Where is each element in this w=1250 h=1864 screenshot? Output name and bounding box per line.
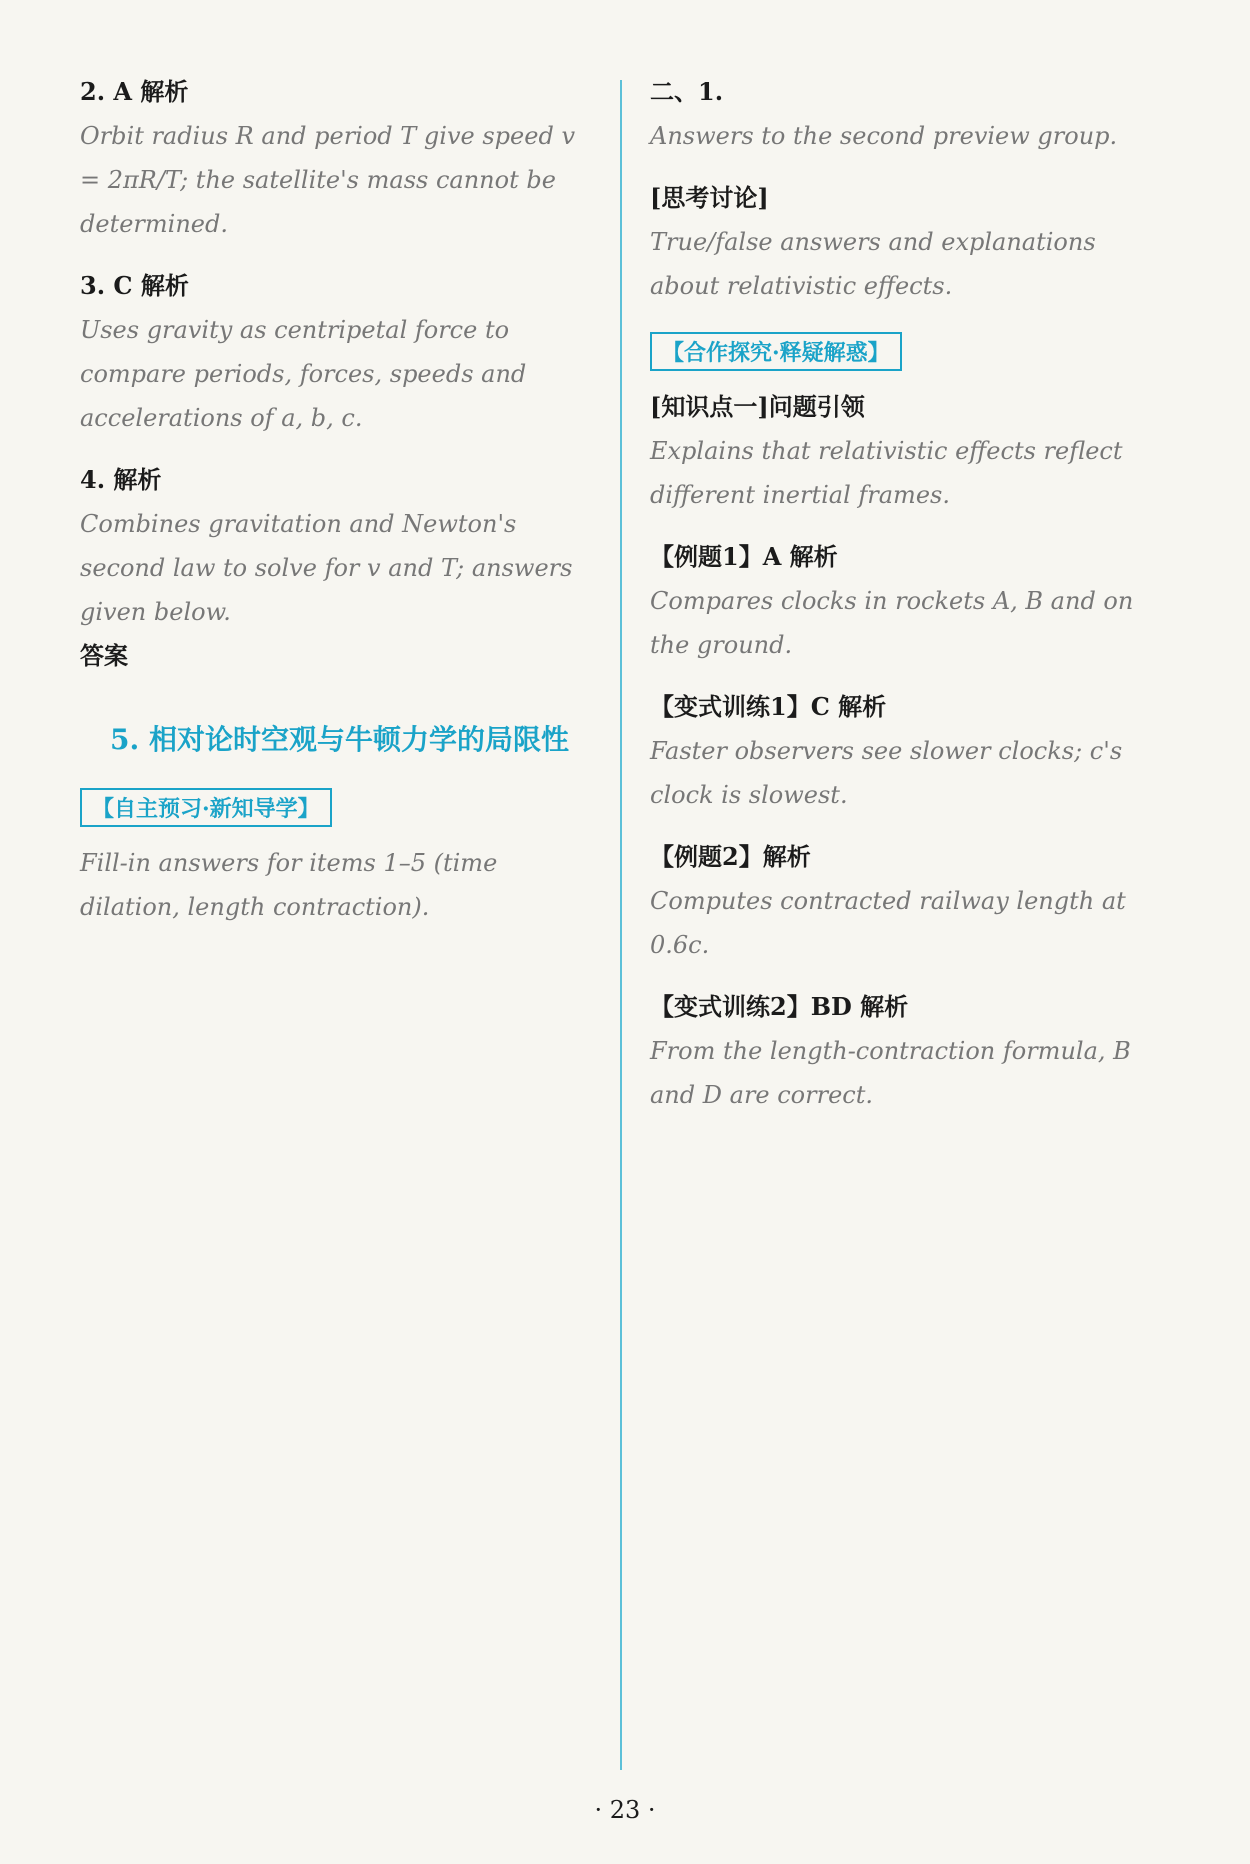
page-number: · 23 · xyxy=(594,1796,656,1824)
answer-item: [思考讨论] True/false answers and explanations about relativistic effects. xyxy=(650,183,1096,300)
left-column xyxy=(80,70,600,947)
column-divider xyxy=(620,80,622,1770)
example-item: 【例题2】解析 Computes contracted railway length at 0.6c. xyxy=(650,842,1126,959)
answer-item: 二、1. Answers to the second preview group. xyxy=(650,77,1118,150)
example-item: 【例题1】A 解析 Compares clocks in rockets A, B and on the ground. xyxy=(650,542,1134,659)
example-item: 【变式训练1】C 解析 Faster observers see slower clocks; c's clock is slowest. xyxy=(650,692,1123,809)
answer-item: 3. C 解析 Uses gravity as centripetal force to compare periods, forces, speeds and accelerations of a, b, c. xyxy=(80,271,527,432)
example-item: 【变式训练2】BD 解析 From the length-contraction formula, B and D are correct. xyxy=(650,992,1131,1109)
preview-note: Fill-in answers for items 1–5 (time dilation, length contraction). xyxy=(80,849,498,921)
section-title: 5. 相对论时空观与牛顿力学的局限性 xyxy=(110,723,569,756)
answer-item: 2. A 解析 Orbit radius R and period T give speed v = 2πR/T; the satellite's mass cannot be determined. xyxy=(80,77,575,238)
answer-item: 4. 解析 Combines gravitation and Newton's second law to solve for v and T; answers given below. 答案 xyxy=(80,465,573,670)
preview-tag: 【自主预习·新知导学】 xyxy=(80,788,332,827)
right-column xyxy=(650,70,1170,1135)
example-item: [知识点一]问题引领 Explains that relativistic effects reflect different inertial frames. xyxy=(650,392,1123,509)
explore-tag: 【合作探究·释疑解惑】 xyxy=(650,332,902,371)
